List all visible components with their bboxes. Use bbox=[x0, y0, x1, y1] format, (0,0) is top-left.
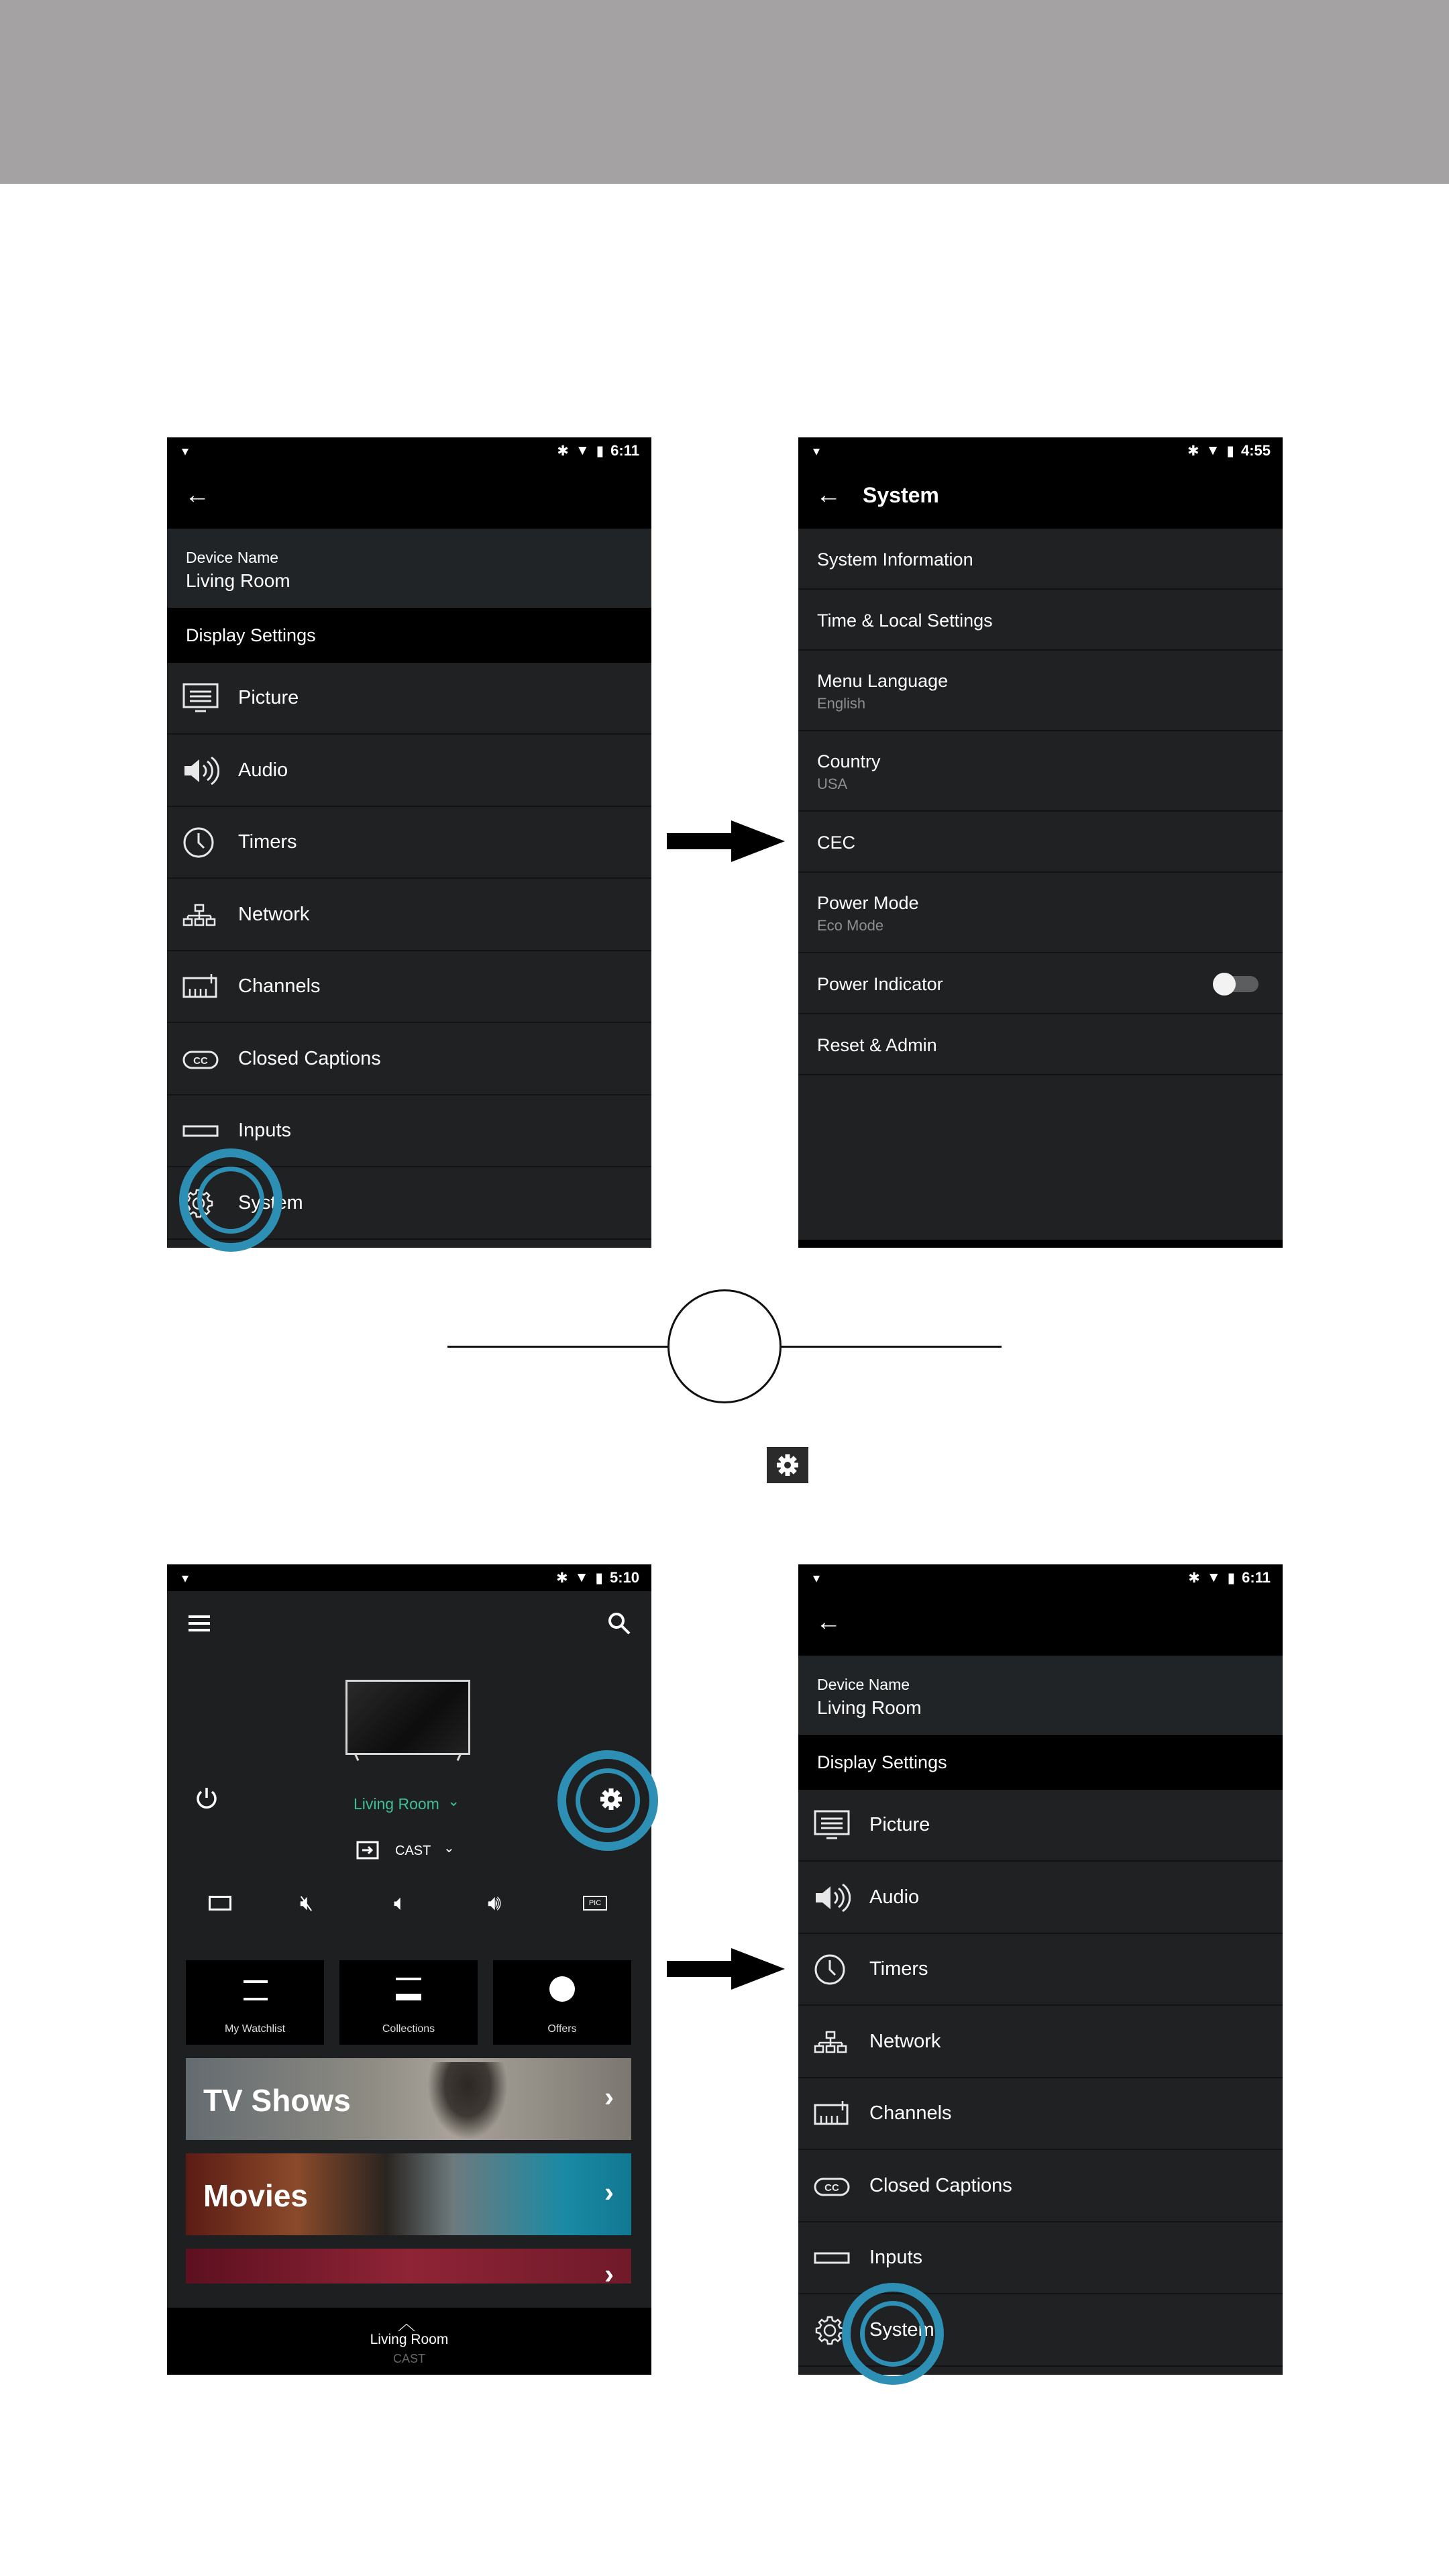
system-item-value: Eco Mode bbox=[817, 917, 884, 934]
cc-icon bbox=[182, 1042, 219, 1076]
device-name-value: Living Room bbox=[817, 1697, 922, 1718]
status-bar bbox=[798, 1564, 1283, 1591]
system-item-reset-admin[interactable] bbox=[798, 1014, 1283, 1075]
settings-item-network[interactable] bbox=[798, 2006, 1283, 2078]
section-divider-right bbox=[780, 1346, 1002, 1348]
channels-icon bbox=[182, 970, 219, 1004]
wifi-icon: ▼ bbox=[1206, 1570, 1221, 1585]
banner-image bbox=[427, 2062, 508, 2140]
highlight-ring bbox=[179, 1148, 282, 1252]
settings-item-label: Closed Captions bbox=[238, 1047, 381, 1069]
system-item-power-mode[interactable] bbox=[798, 873, 1283, 953]
pic-icon[interactable]: PIC bbox=[583, 1896, 607, 1911]
tile-collections[interactable] bbox=[339, 1960, 478, 2045]
collections-icon bbox=[396, 1978, 421, 2000]
offers-badge-icon bbox=[549, 1976, 575, 2002]
tv-icon bbox=[345, 1680, 470, 1755]
tile-label: Offers bbox=[547, 2023, 577, 2035]
device-name-label: Device Name bbox=[817, 1676, 910, 1693]
cast-selector[interactable]: CAST bbox=[395, 1843, 431, 1858]
device-name-value: Living Room bbox=[186, 570, 290, 591]
back-arrow-icon[interactable]: ← bbox=[816, 481, 841, 509]
back-arrow-icon[interactable]: ← bbox=[816, 1608, 841, 1636]
device-selector[interactable]: Living Room bbox=[354, 1795, 439, 1813]
section-divider-left bbox=[447, 1346, 669, 1348]
system-item-label: Power Mode bbox=[817, 893, 919, 913]
settings-item-audio[interactable] bbox=[167, 735, 651, 807]
system-item-label: Power Indicator bbox=[817, 974, 943, 994]
chevron-right-icon: › bbox=[604, 2258, 614, 2284]
bottom-device-name: Living Room bbox=[370, 2332, 449, 2347]
aspect-ratio-icon[interactable] bbox=[209, 1896, 231, 1911]
bottom-cast-label: CAST bbox=[392, 2352, 425, 2365]
tile-offers[interactable] bbox=[493, 1960, 631, 2045]
now-playing-bar[interactable] bbox=[167, 2308, 651, 2375]
settings-item-closed-captions[interactable] bbox=[167, 1024, 651, 1095]
settings-item-label: Inputs bbox=[238, 1120, 291, 1141]
settings-item-label: Audio bbox=[869, 1886, 920, 1908]
system-item-label: System Information bbox=[817, 549, 973, 570]
bluetooth-icon: ✱ bbox=[555, 1570, 568, 1586]
wifi-icon: ▼ bbox=[1205, 443, 1220, 458]
volume-down-icon[interactable]: 🔈︎ bbox=[394, 1890, 407, 1915]
picture-icon bbox=[813, 1809, 851, 1842]
status-time: 5:10 bbox=[609, 1569, 639, 1586]
settings-item-picture[interactable] bbox=[167, 663, 651, 735]
hamburger-menu-icon[interactable] bbox=[189, 1615, 210, 1631]
header-band bbox=[0, 0, 1449, 184]
settings-item-label: System bbox=[869, 2318, 934, 2341]
power-icon[interactable] bbox=[194, 1786, 219, 1811]
settings-item-label: Picture bbox=[238, 687, 299, 708]
chevron-up-icon: ︿ bbox=[398, 2314, 416, 2334]
settings-item-timers[interactable] bbox=[798, 1934, 1283, 2006]
status-bar bbox=[167, 1564, 651, 1591]
banner-title: Movies bbox=[203, 2178, 308, 2213]
settings-item-label: Channels bbox=[869, 2102, 952, 2124]
volume-up-icon[interactable]: 🔊︎ bbox=[488, 1890, 502, 1915]
channels-icon bbox=[813, 2097, 851, 2131]
device-name-label: Device Name bbox=[186, 549, 279, 566]
system-item-label: Time & Local Settings bbox=[817, 610, 993, 631]
cc-icon bbox=[813, 2169, 851, 2203]
settings-item-channels[interactable] bbox=[167, 951, 651, 1023]
speaker-icon bbox=[813, 1881, 851, 1915]
device-name-row[interactable] bbox=[167, 529, 651, 609]
toggle-knob bbox=[1213, 973, 1236, 996]
system-item-power-indicator[interactable] bbox=[798, 953, 1283, 1014]
dropdown-indicator-icon: ▾ bbox=[182, 444, 189, 459]
settings-item-timers[interactable] bbox=[167, 807, 651, 879]
network-icon bbox=[182, 898, 219, 932]
right-arrow-icon bbox=[667, 1948, 785, 1990]
input-icon bbox=[813, 2241, 851, 2275]
system-item-menu-language[interactable] bbox=[798, 651, 1283, 731]
system-item-cec[interactable] bbox=[798, 812, 1283, 873]
status-bar bbox=[798, 437, 1283, 464]
section-title: Display Settings bbox=[186, 625, 316, 645]
picture-icon bbox=[182, 682, 219, 715]
banner-movies[interactable] bbox=[186, 2153, 631, 2235]
battery-icon: ▮ bbox=[596, 443, 604, 459]
bluetooth-icon: ✱ bbox=[1188, 1570, 1200, 1586]
settings-item-label: Timers bbox=[238, 831, 297, 853]
settings-item-label: System bbox=[238, 1191, 303, 1214]
display-settings-header bbox=[798, 1736, 1283, 1790]
clock-icon bbox=[182, 826, 219, 859]
svg-text:CC: CC bbox=[824, 2182, 839, 2194]
tile-label: Collections bbox=[382, 2023, 435, 2035]
battery-icon: ▮ bbox=[1227, 1570, 1236, 1586]
mute-icon[interactable]: 🔇︎ bbox=[300, 1890, 314, 1915]
power-indicator-toggle[interactable] bbox=[1216, 976, 1258, 992]
back-arrow-icon[interactable]: ← bbox=[184, 481, 210, 509]
wifi-icon: ▼ bbox=[575, 443, 590, 458]
display-settings-header bbox=[167, 609, 651, 663]
speaker-icon bbox=[182, 754, 219, 788]
bluetooth-icon: ✱ bbox=[1187, 443, 1199, 459]
tile-my-watchlist[interactable] bbox=[186, 1960, 324, 2045]
settings-item-label: Channels bbox=[238, 975, 321, 997]
settings-item-label: Picture bbox=[869, 1814, 930, 1835]
system-item-value: English bbox=[817, 695, 866, 712]
gear-icon-inline bbox=[767, 1447, 808, 1483]
battery-icon: ▮ bbox=[1226, 443, 1234, 459]
system-item-country[interactable] bbox=[798, 731, 1283, 812]
status-bar bbox=[167, 437, 651, 464]
network-icon bbox=[813, 2025, 851, 2059]
status-time: 6:11 bbox=[1242, 1569, 1271, 1586]
system-item-time-local-settings[interactable] bbox=[798, 590, 1283, 651]
highlight-ring bbox=[557, 1750, 658, 1851]
settings-item-label: Timers bbox=[869, 1958, 928, 1980]
section-title: Display Settings bbox=[817, 1752, 947, 1772]
settings-screen-top bbox=[167, 437, 651, 1248]
settings-item-label: Network bbox=[869, 2030, 941, 2052]
app-bar bbox=[167, 464, 651, 529]
dropdown-indicator-icon: ▾ bbox=[813, 444, 820, 459]
step-number-circle bbox=[667, 1289, 782, 1403]
settings-item-audio[interactable] bbox=[798, 1862, 1283, 1934]
battery-icon: ▮ bbox=[595, 1570, 603, 1586]
right-arrow-icon bbox=[667, 820, 785, 862]
settings-item-label: Closed Captions bbox=[869, 2174, 1012, 2196]
status-time: 4:55 bbox=[1240, 442, 1271, 459]
watchlist-icon bbox=[244, 1980, 268, 2000]
settings-item-label: Network bbox=[238, 903, 310, 925]
input-source-icon[interactable] bbox=[356, 1841, 379, 1860]
system-item-system-information[interactable] bbox=[798, 529, 1283, 590]
settings-item-closed-captions[interactable] bbox=[798, 2151, 1283, 2222]
device-name-row[interactable] bbox=[798, 1656, 1283, 1736]
status-time: 6:11 bbox=[610, 442, 639, 459]
home-screen bbox=[167, 1564, 651, 2375]
chevron-right-icon: › bbox=[604, 2081, 614, 2112]
settings-item-label: Inputs bbox=[869, 2247, 922, 2268]
wifi-icon: ▼ bbox=[574, 1570, 589, 1585]
svg-text:CC: CC bbox=[193, 1055, 208, 1067]
settings-screen-bottom bbox=[798, 1564, 1283, 2375]
settings-item-label: Audio bbox=[238, 759, 288, 781]
highlight-ring bbox=[842, 2283, 944, 2385]
app-bar bbox=[798, 1591, 1283, 1656]
system-item-label: CEC bbox=[817, 833, 856, 853]
bluetooth-icon: ✱ bbox=[557, 443, 569, 459]
tile-label: My Watchlist bbox=[224, 2023, 286, 2035]
search-icon[interactable] bbox=[607, 1611, 631, 1635]
system-item-value: USA bbox=[817, 775, 848, 792]
dropdown-indicator-icon: ▾ bbox=[813, 1571, 820, 1586]
system-screen bbox=[798, 437, 1283, 1248]
chevron-right-icon: › bbox=[604, 2176, 614, 2208]
chevron-down-icon: ⌄ bbox=[443, 1841, 455, 1856]
banner-title: TV Shows bbox=[203, 2083, 351, 2118]
banner-partial[interactable] bbox=[186, 2249, 631, 2284]
chevron-down-icon: ⌄ bbox=[447, 1792, 460, 1809]
settings-item-picture[interactable] bbox=[798, 1790, 1283, 1862]
clock-icon bbox=[813, 1953, 851, 1986]
settings-item-inputs[interactable] bbox=[798, 2222, 1283, 2294]
gear-icon bbox=[774, 1452, 801, 1479]
system-item-label: Menu Language bbox=[817, 671, 949, 691]
system-item-label: Country bbox=[817, 751, 881, 771]
input-icon bbox=[182, 1114, 219, 1148]
banner-tv-shows[interactable] bbox=[186, 2058, 631, 2140]
settings-item-channels[interactable] bbox=[798, 2078, 1283, 2150]
system-item-label: Reset & Admin bbox=[817, 1035, 937, 1055]
app-bar bbox=[798, 464, 1283, 529]
dropdown-indicator-icon: ▾ bbox=[182, 1571, 189, 1586]
settings-item-network[interactable] bbox=[167, 879, 651, 951]
page-title: System bbox=[863, 483, 939, 507]
